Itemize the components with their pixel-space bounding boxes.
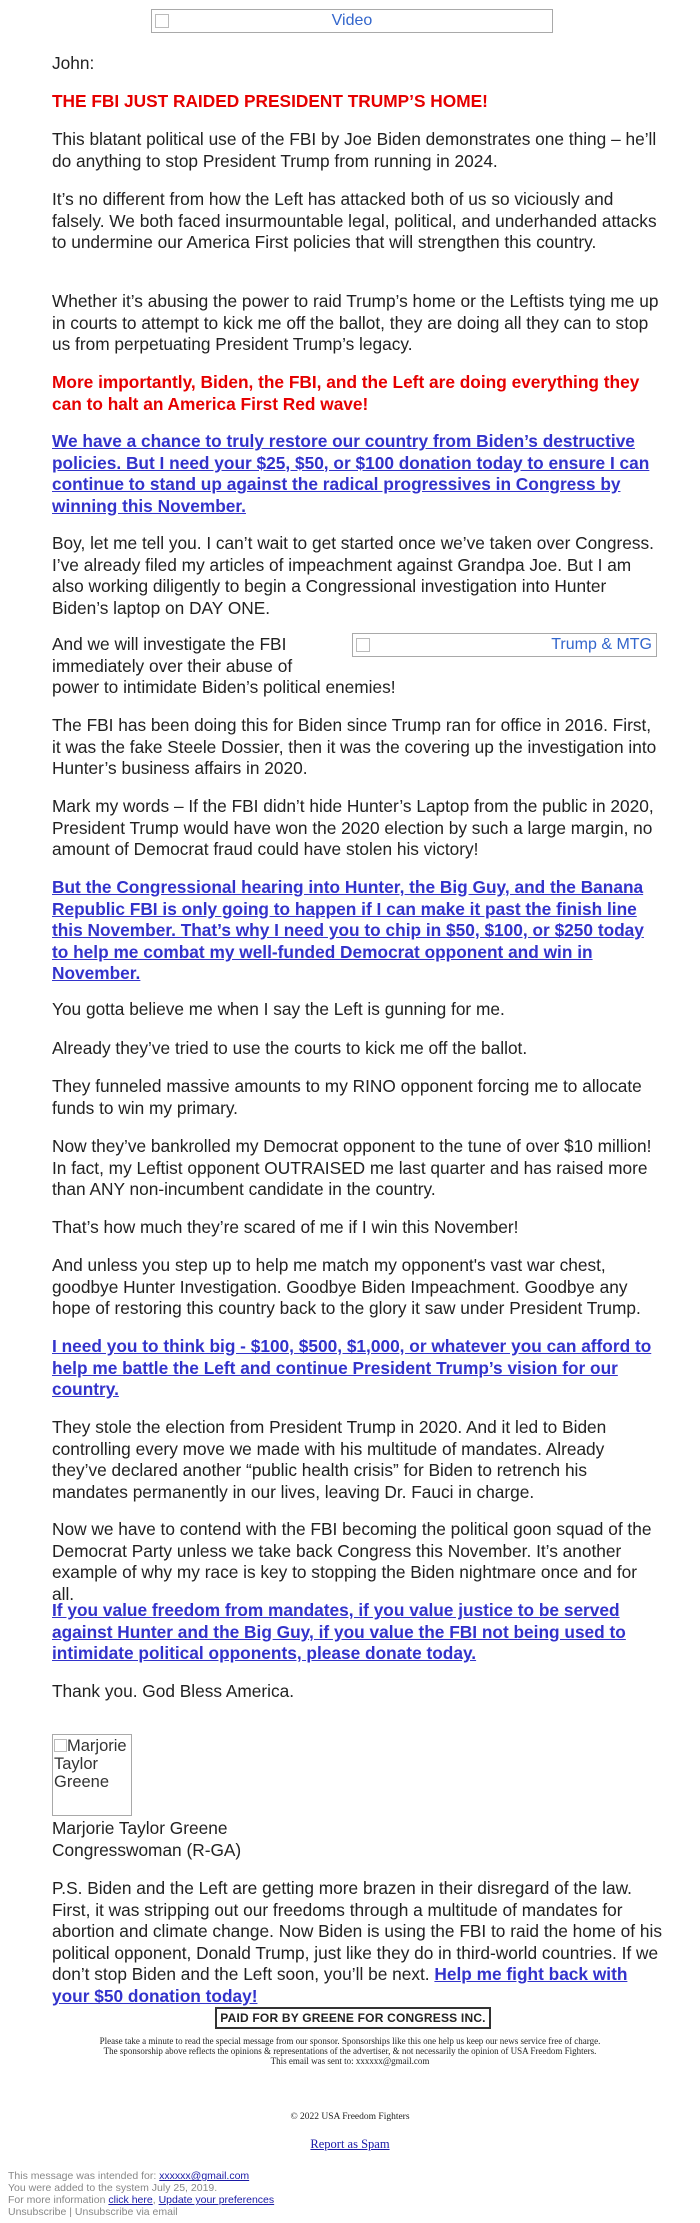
paragraph-5-line-2: immediately over their abuse of <box>52 656 293 676</box>
paragraph-7: Mark my words – If the FBI didn’t hide Hunter’s Laptop from the public in 2020, President Trump would have won the 2020 election by such a large margin, no amount of Democrat fraud could have stolen his victory! <box>52 796 654 860</box>
paragraph-10: They funneled massive amounts to my RINO opponent forcing me to allocate funds to win my primary. <box>52 1076 642 1118</box>
donate-link-3[interactable]: I need you to think big - $100, $500, $1,000, or whatever you can afford to help me battle the Left and continue President Trump’s vision for our country. <box>52 1336 652 1400</box>
more-info-label: For more information <box>8 2194 106 2206</box>
paragraph-3: Whether it’s abusing the power to raid Trump’s home or the Leftists tying me up in courts to attempt to kick me off the ballot, they are doing all they can to stop us from perpetuating President Trump’s legacy. <box>52 291 659 355</box>
paragraph-15: Now we have to contend with the FBI becoming the political goon squad of the Democrat Party unless we take back Congress this November. It’s another example of why my race is key to stopping the Biden nightmare once and for all. <box>52 1519 652 1604</box>
postscript-text: P.S. Biden and the Left are getting more brazen in their disregard of the law. First, it was stripping out our freedoms through a multitude of mandates for abortion and climate change. Now Biden is using the FBI to raid the home of his political opponent, Donald Trump, just like they do in third-world countries. If we don’t stop Biden and the Left soon, you’ll be next. <box>52 1878 662 1985</box>
paragraph-5-line-3: power to intimidate Biden’s political enemies! <box>52 677 396 697</box>
signature-title: Congresswoman (R-GA) <box>52 1840 242 1860</box>
more-info-line: For more information click here, Update your preferences <box>8 2194 275 2206</box>
broken-image-icon <box>54 1739 67 1752</box>
video-image-placeholder[interactable] <box>151 9 553 33</box>
broken-image-icon <box>155 14 169 28</box>
donate-link-4[interactable]: If you value freedom from mandates, if you value justice to be served against Hunter and the Big Guy, if you value the FBI not being used to intimidate political opponents, please donate today. <box>52 1600 626 1664</box>
intended-email-link[interactable]: xxxxxx@gmail.com <box>159 2170 250 2182</box>
unsubscribe-line[interactable]: Unsubscribe | Unsubscribe via email <box>8 2206 178 2218</box>
sponsor-notice-2: The sponsorship above reflects the opinions & representations of the advertiser, & not necessarily the opinion of USA Freedom Fighters. <box>103 2046 597 2056</box>
paragraph-9: Already they’ve tried to use the courts to kick me off the ballot. <box>52 1038 528 1058</box>
added-date-line: You were added to the system July 25, 2019. <box>8 2182 218 2194</box>
greeting: John: <box>52 53 95 73</box>
paragraph-2: It’s no different from how the Left has attacked both of us so viciously and falsely. We both faced insurmountable legal, political, and underhanded attacks to undermine our America First policies that will strengthen this country. <box>52 189 657 253</box>
paragraph-8: You gotta believe me when I say the Left is gunning for me. <box>52 999 505 1019</box>
postscript <box>52 1878 662 2008</box>
donate-link-1[interactable]: We have a chance to truly restore our country from Biden’s destructive policies. But I need your $25, $50, or $100 donation today to ensure I can continue to stand up against the radical progressives in Congress by winning this November. <box>52 431 650 516</box>
click-here-link[interactable]: click here <box>108 2194 153 2206</box>
video-alt-text: Video <box>331 12 373 29</box>
report-spam-link[interactable]: Report as Spam <box>310 2137 390 2151</box>
donate-link-ps[interactable]: Help me fight back with your $50 donation today! <box>52 1964 628 2006</box>
paragraph-12: That’s how much they’re scared of me if I win this November! <box>52 1217 519 1237</box>
broken-image-icon <box>356 638 370 652</box>
paragraph-1: This blatant political use of the FBI by Joe Biden demonstrates one thing – he’ll do anything to stop President Trump from running in 2024. <box>52 129 657 171</box>
sent-to-notice: This email was sent to: xxxxxx@gmail.com <box>270 2056 430 2066</box>
paragraph-4: Boy, let me tell you. I can’t wait to get started once we’ve taken over Congress. I’ve already filed my articles of impeachment against Grandpa Joe. But I am also working diligently to begin a Congressional investigation into Hunter Biden’s laptop on DAY ONE. <box>52 533 654 618</box>
headline: THE FBI JUST RAIDED PRESIDENT TRUMP’S HOME! <box>52 91 488 111</box>
paragraph-11: Now they’ve bankrolled my Democrat opponent to the tune of over $10 million! In fact, my Leftist opponent OUTRAISED me last quarter and has raised more than ANY non-incumbent candidate in the country. <box>52 1136 652 1200</box>
paragraph-14: They stole the election from President Trump in 2020. And it led to Biden controlling every move we made with his multitude of mandates. Already they’ve declared another “public health crisis” for Biden to retrench his mandates permanently in our lives, leaving Dr. Fauci in charge. <box>52 1417 607 1502</box>
sponsor-notice-1: Please take a minute to read the special message from our sponsor. Sponsorships like this one help us keep our news service free of charge. <box>99 2036 601 2046</box>
update-preferences-link[interactable]: Update your preferences <box>158 2194 275 2206</box>
signature-image-placeholder <box>52 1734 132 1816</box>
paid-for-disclaimer: PAID FOR BY GREENE FOR CONGRESS INC. <box>215 2007 491 2029</box>
paragraph-6: The FBI has been doing this for Biden since Trump ran for office in 2016. First, it was the fake Steele Dossier, then it was the covering up the investigation into Hunter’s business affairs in 2020. <box>52 715 657 779</box>
closing-thanks: Thank you. God Bless America. <box>52 1681 295 1701</box>
donate-link-2[interactable]: But the Congressional hearing into Hunter, the Big Guy, and the Banana Republic FBI is only going to happen if I can make it past the finish line this November. That’s why I need you to chip in $50, $100, or $250 today to help me combat my well-funded Democrat opponent and win in November. <box>52 877 644 984</box>
copyright: © 2022 USA Freedom Fighters <box>290 2112 410 2122</box>
trump-mtg-image-placeholder <box>352 633 657 657</box>
red-callout: More importantly, Biden, the FBI, and the Left are doing everything they can to halt an America First Red wave! <box>52 372 640 414</box>
intended-for-label: This message was intended for: <box>8 2170 157 2182</box>
signature-name: Marjorie Taylor Greene <box>52 1818 228 1838</box>
paragraph-13: And unless you step up to help me match my opponent's vast war chest, goodbye Hunter Investigation. Goodbye Biden Impeachment. Goodbye any hope of restoring this country back to the glory it saw under President Trump. <box>52 1255 641 1319</box>
paragraph-5-line-1: And we will investigate the FBI <box>52 634 287 654</box>
signature-alt-text: Marjorie Taylor Greene <box>54 1737 127 1791</box>
intended-for-line <box>8 2170 249 2182</box>
trump-alt-text: Trump & MTG <box>551 636 652 653</box>
